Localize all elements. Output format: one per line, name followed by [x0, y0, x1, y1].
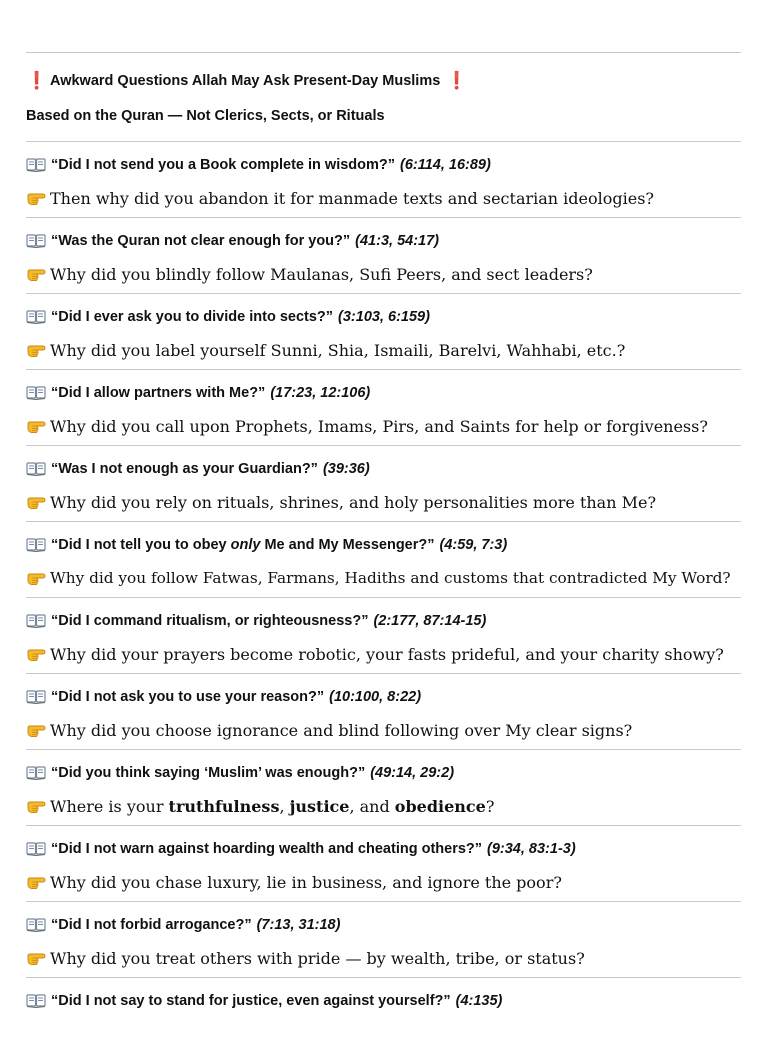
answer-text: Why did you treat others with pride — by wealth, tribe, or status? [50, 948, 585, 968]
open-book-icon [26, 766, 46, 780]
answer-text [50, 797, 494, 816]
answer-text: Why did you label yourself Sunni, Shia, Ismaili, Barelvi, Wahhabi, etc.? [50, 340, 626, 360]
open-book-icon [26, 310, 46, 324]
question-line [26, 838, 741, 860]
open-book-icon [26, 462, 46, 476]
question-line [26, 154, 741, 176]
verse-reference: (7:13, 31:18) [256, 917, 341, 933]
question-block [26, 294, 741, 370]
question-text: “Did I not ask you to use your reason?” [51, 689, 325, 705]
question-block [26, 826, 741, 902]
verse-reference: (49:14, 29:2) [370, 765, 455, 781]
question-block [26, 522, 741, 598]
verse-reference: (10:100, 8:22) [329, 689, 422, 705]
question-block [26, 674, 741, 750]
open-book-icon [26, 614, 46, 628]
question-text: “Did I not warn against hoarding wealth and cheating others?” [51, 841, 483, 857]
answer-text: Why did your prayers become robotic, your fasts prideful, and your charity showy? [50, 644, 724, 664]
pointing-hand-icon [26, 265, 46, 283]
verse-reference: (3:103, 6:159) [338, 309, 430, 325]
answer-emphasis: obedience [394, 796, 486, 816]
open-book-icon [26, 690, 46, 704]
question-block [26, 750, 741, 826]
answer-line [26, 718, 741, 742]
question-block [26, 598, 741, 674]
question-line [26, 534, 741, 556]
pointing-hand-icon [26, 797, 46, 815]
open-book-icon [26, 386, 46, 400]
verse-reference: (9:34, 83:1-3) [487, 841, 576, 857]
answer-line [26, 490, 741, 514]
answer-part: ? [485, 796, 495, 816]
answer-line [26, 262, 741, 286]
pointing-hand-icon [26, 341, 46, 359]
question-text-start: “Did I not tell you to obey [51, 537, 231, 553]
question-block [26, 142, 741, 218]
page-title [26, 67, 741, 95]
pointing-hand-icon [26, 873, 46, 891]
question-line [26, 306, 741, 328]
question-text: “Did I command ritualism, or righteousness?” [51, 613, 369, 629]
question-text: “Did I not send you a Book complete in wisdom?” [51, 157, 395, 173]
pointing-hand-icon [26, 189, 46, 207]
question-text: “Did I ever ask you to divide into sects?” [51, 309, 334, 325]
question-block [26, 902, 741, 978]
question-line [26, 610, 741, 632]
question-block [26, 218, 741, 294]
pointing-hand-icon [26, 493, 46, 511]
pointing-hand-icon [26, 569, 46, 587]
open-book-icon [26, 994, 46, 1008]
answer-text: Then why did you abandon it for manmade texts and sectarian ideologies? [50, 188, 654, 208]
answer-line [26, 794, 741, 818]
top-divider [26, 52, 741, 53]
answer-emphasis: justice [289, 796, 350, 816]
answer-text: Why did you blindly follow Maulanas, Sufi Peers, and sect leaders? [50, 264, 593, 284]
answer-line [26, 642, 741, 666]
verse-reference: (39:36) [322, 461, 370, 477]
open-book-icon [26, 842, 46, 856]
question-text [51, 537, 435, 553]
question-line [26, 458, 741, 480]
verse-reference: (17:23, 12:106) [270, 385, 371, 401]
question-text: “Was I not enough as your Guardian?” [51, 461, 318, 477]
open-book-icon [26, 234, 46, 248]
question-text: “Did I allow partners with Me?” [51, 385, 266, 401]
question-line [26, 230, 741, 252]
question-block [26, 446, 741, 522]
question-line [26, 686, 741, 708]
question-text: “Did I not forbid arrogance?” [51, 917, 252, 933]
answer-part: , [279, 796, 290, 816]
open-book-icon [26, 918, 46, 932]
answer-text: Why did you follow Fatwas, Farmans, Hadiths and customs that contradicted My Word? [50, 569, 731, 587]
question-line [26, 914, 741, 936]
pointing-hand-icon [26, 645, 46, 663]
page-subtitle: Based on the Quran — Not Clerics, Sects, or Rituals [26, 108, 385, 124]
answer-text: Why did you rely on rituals, shrines, and holy personalities more than Me? [50, 492, 657, 512]
question-block [26, 370, 741, 446]
answer-line [26, 414, 741, 438]
question-text: “Was the Quran not clear enough for you?” [51, 233, 351, 249]
question-line [26, 382, 741, 404]
verse-reference: (2:177, 87:14-15) [373, 613, 487, 629]
verse-reference: (4:59, 7:3) [439, 537, 508, 553]
answer-line [26, 946, 741, 970]
question-text: “Did I not say to stand for justice, even against yourself?” [51, 993, 451, 1009]
question-text: “Did you think saying ‘Muslim’ was enough?” [51, 765, 366, 781]
open-book-icon [26, 538, 46, 552]
verse-reference: (6:114, 16:89) [400, 157, 491, 173]
answer-part: Where is your [50, 796, 169, 816]
document-page [26, 0, 741, 1053]
title-text: Awkward Questions Allah May Ask Present-Day Muslims [50, 73, 441, 89]
pointing-hand-icon [26, 949, 46, 967]
answer-text: Why did you call upon Prophets, Imams, Pirs, and Saints for help or forgiveness? [50, 416, 708, 436]
question-block [26, 978, 741, 1053]
answer-text: Why did you choose ignorance and blind following over My clear signs? [50, 720, 633, 740]
answer-emphasis: truthfulness [168, 796, 280, 816]
answer-line [26, 338, 741, 362]
verse-reference: (41:3, 54:17) [355, 233, 439, 249]
open-book-icon [26, 158, 46, 172]
exclamation-icon: ❗ [446, 71, 468, 90]
answer-text: Why did you chase luxury, lie in business, and ignore the poor? [50, 872, 562, 892]
question-text-end: Me and My Messenger?” [260, 537, 435, 553]
answer-line [26, 186, 741, 210]
question-emphasis: only [230, 537, 261, 553]
answer-line [26, 566, 741, 590]
answer-part: , and [349, 796, 395, 816]
question-line [26, 762, 741, 784]
pointing-hand-icon [26, 721, 46, 739]
question-line [26, 990, 741, 1012]
exclamation-icon: ❗ [26, 71, 48, 90]
verse-reference: (4:135) [455, 993, 503, 1009]
answer-line [26, 870, 741, 894]
pointing-hand-icon [26, 417, 46, 435]
